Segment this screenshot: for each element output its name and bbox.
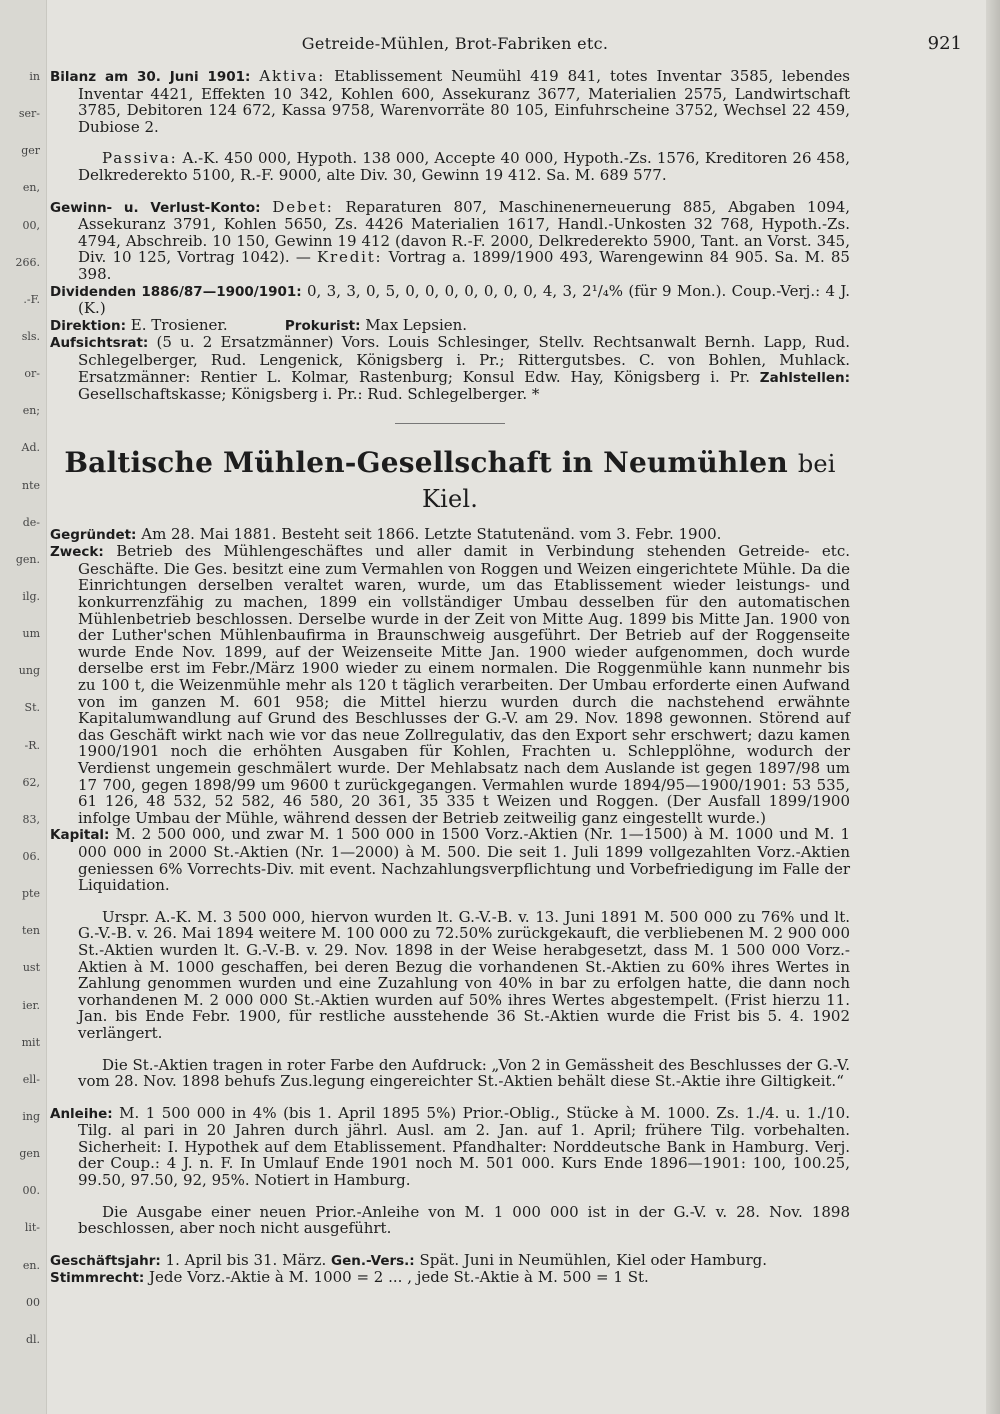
gegruendet-text: Am 28. Mai 1881. Besteht seit 1866. Letzte Statutenänd. vom 3. Febr. 1900. <box>141 524 722 543</box>
bilanz-label: Bilanz am 30. Juni 1901: <box>50 69 251 85</box>
kapital-text: M. 2 500 000, und zwar M. 1 500 000 in 1500 Vorz.-Aktien (Nr. 1—1500) à M. 1000 und M. 1 000 000 in 2000 St.-Aktien (Nr. 1—2000) à M. 500. Die seit 1. Juli 1899 vollgezahlten Vorz.-Aktien geniessen 6% Vorrechts-Div. mit event. Nachzahlungsverpflichtung und Vorbefriedigung im Falle der Liquidation. <box>78 825 850 895</box>
margin-fragment: nte <box>21 479 40 492</box>
prokurist-text: Max Lepsien. <box>365 315 468 334</box>
margin-fragment: 00, <box>22 219 40 232</box>
gewinn-label: Gewinn- u. Verlust-Konto: <box>50 199 261 216</box>
gen-vers-label: Gen.-Vers.: <box>331 1252 415 1269</box>
debet-label: Debet: <box>272 197 334 216</box>
section-divider <box>395 423 505 424</box>
gegruendet-label: Gegründet: <box>50 526 137 543</box>
kredit-text: Vortrag a. 1899/1900 493, Warengewinn 84 905. Sa. M. 85 398. <box>78 248 850 283</box>
bilanz-section <box>50 68 850 135</box>
passiva-text: A.-K. 450 000, Hypoth. 138 000, Accepte 40 000, Hypoth.-Zs. 1576, Kreditoren 26 458, Delkrederekto 5100, R.-F. 9000, alte Div. 30, Gewinn 19 412. Sa. M. 689 577. <box>78 149 850 184</box>
gen-vers-text: Spät. Juni in Neumühlen, Kiel oder Hamburg. <box>419 1250 768 1269</box>
left-margin-fragments <box>0 70 44 1380</box>
passiva-label: Passiva: <box>102 149 178 168</box>
gewinn-section <box>50 199 850 283</box>
margin-fragment: .-F. <box>23 293 40 306</box>
margin-fragment: en, <box>22 181 40 194</box>
margin-fragment: ser- <box>18 107 40 120</box>
margin-fragment: or- <box>24 367 40 380</box>
debet-text: Reparaturen 807, Maschinenerneuerung 885, Abgaben 1094, Assekuranz 3791, Kohlen 5650, Zs. 4426 Materialien 1617, Handl.-Unkosten 32 768, Hypoth.-Zs. 4794, Abschreib. 10 150, Gewinn 19 412 (davon R.-F. 2000, Delkrederekto 5900, Tant. an Vorst. 345, Div. 10 125, Vortrag 1042). — <box>78 197 851 267</box>
aufsichtsrat-text: (5 u. 2 Ersatzmänner) Vors. Louis Schlesinger, Stellv. Rechtsanwalt Bernh. Lapp, Rud. Schlegelberger, Rud. Lengenick, Königsberg i. Pr.; Rittergutsbes. C. von Bohlen, Muhlack. Ersatzmänner: Rentier L. Kolmar, Rastenburg; Konsul Edw. Hay, Königsberg i. Pr. <box>78 333 850 386</box>
margin-fragment: um <box>22 627 40 640</box>
margin-fragment: -R. <box>24 739 40 752</box>
margin-fragment: Ad. <box>21 441 40 454</box>
margin-fragment: pte <box>22 887 40 900</box>
kapital-label: Kapital: <box>50 827 110 844</box>
margin-fragment: dl. <box>25 1333 40 1346</box>
zahlstellen-text: Gesellschaftskasse; Königsberg i. Pr.: Rud. Schlegelberger. * <box>78 385 540 404</box>
kapital-paragraph-3: Die St.-Aktien tragen in roter Farbe den Aufdruck: „Von 2 in Gemässheit des Beschlusses der G.-V. vom 28. Nov. 1898 behufs Zus.legung eingereichter St.-Aktien behält diese St.-Aktie ihre Giltigkeit.“ <box>78 1055 850 1091</box>
anleihe-label: Anleihe: <box>50 1105 113 1122</box>
page-content <box>50 68 850 1287</box>
kapital-paragraph-2: Urspr. A.-K. M. 3 500 000, hiervon wurden lt. G.-V.-B. v. 13. Juni 1891 M. 500 000 zu 76% und lt. G.-V.-B. v. 26. Mai 1894 weitere M. 100 000 zu 72.50% zurückgekauft, die verbliebenen M. 2 900 000 St.-Aktien wurden lt. G.-V.-B. v. 29. Nov. 1898 in der Weise herabgesetzt, dass M. 1 500 000 Vorz.-Aktien à M. 1000 geschaffen, bei deren Bezug die vorhandenen St.-Aktien zu 60% ihres Wertes in Zahlung genommen wurden und eine Zuzahlung von 40% in bar zu erfolgen hatte, die dann noch vorhandenen M. 2 000 000 St.-Aktien wurden auf 50% ihres Wertes abgestempelt. (Frist hierzu 11. Jan. bis Ende Febr. 1900, für restliche ausstehende 36 St.-Aktien wurde die Frist bis 5. 4. 1902 verlängert. <box>78 907 850 1042</box>
margin-fragment: ten <box>21 924 40 937</box>
passiva-paragraph <box>50 150 850 183</box>
stimmrecht-text: Jede Vorz.-Aktie à M. 1000 = 2 ... , jede St.-Aktie à M. 500 = 1 St. <box>149 1268 649 1287</box>
geschaeftsjahr-label: Geschäftsjahr: <box>50 1252 161 1269</box>
margin-fragment: gen <box>19 1147 40 1160</box>
aufsichtsrat-label: Aufsichtsrat: <box>50 335 149 352</box>
aktiva-text: Etablissement Neumühl 419 841, totes Inventar 3585, lebendes Inventar 4421, Effekten 10 342, Kohlen 600, Assekuranz 3677, Materialien 2575, Landwirtschaft 3785, Debitoren 124 672, Kassa 9758, Warenvorräte 80 105, Einfuhrscheine 3752, Wechsel 22 459, Dubiose 2. <box>78 67 850 136</box>
gegruendet-section <box>50 526 850 544</box>
stimmrecht-label: Stimmrecht: <box>50 1270 145 1287</box>
margin-fragment: 06. <box>22 850 40 863</box>
margin-fragment: 83, <box>22 813 40 826</box>
margin-fragment: ell- <box>22 1073 40 1086</box>
margin-fragment: 00 <box>26 1296 40 1309</box>
margin-fragment: sls. <box>21 330 40 343</box>
prokurist-label: Prokurist: <box>284 317 361 334</box>
margin-fragment: ger <box>21 144 40 157</box>
page-number: 921 <box>927 33 962 54</box>
geschaeftsjahr-section <box>50 1252 850 1270</box>
margin-fragment: lit- <box>24 1221 40 1234</box>
margin-fragment: ing <box>22 1110 40 1123</box>
zweck-section <box>50 543 850 826</box>
margin-fragment: de- <box>22 516 40 529</box>
margin-fragment: 62, <box>22 776 40 789</box>
direktion-text: E. Trosiener. <box>130 315 228 334</box>
margin-fragment: ust <box>22 961 40 974</box>
margin-fragment: St. <box>24 701 40 714</box>
company-title-rest: bei Kiel. <box>421 449 836 513</box>
margin-fragment: ilg. <box>22 590 40 603</box>
page-header <box>48 33 962 54</box>
anleihe-section <box>50 1105 850 1189</box>
margin-fragment: gen. <box>15 553 40 566</box>
zweck-text: Betrieb des Mühlengeschäftes und aller damit in Verbindung stehenden Getreide- etc. Geschäfte. Die Ges. besitzt eine zum Vermahlen von Roggen und Weizen eingerichtete Mühle. Da die Einrichtungen derselben veraltet waren, wurde, um das Etablissement wieder leistungs- und konkurrenzfähig zu machen, 1899 ein vollständiger Umbau desselben für den automatischen Mühlenbetrieb beschlossen. Derselbe wurde in der Zeit von Mitte Aug. 1899 bis Mitte Jan. 1900 von der Luther'schen Mühlenbaufirma in Braunschweig ausgeführt. Der Betrieb auf der Roggenseite wurde Ende Nov. 1899, auf der Weizenseite Mitte Jan. 1900 wieder aufgenommen, doch wurde derselbe erst im Febr./März 1900 wieder zu einem normalen. Die Roggenmühle kann nunmehr bis zu 100 t, die Weizenmühle mehr als 120 t täglich verarbeiten. Der Umbau erforderte einen Aufwand von im ganzen M. 601 958; die Mittel hierzu wurden durch die nachstehend erwähnte Kapitalumwandlung auf Grund des Beschlusses der G.-V. am 29. Nov. 1898 gewonnen. Störend auf das Geschäft wirkt nach wie vor das neue Zollregulativ, das den Export sehr erschwert; dazu kamen 1900/1901 noch die erhöhten Ausgaben für Kohlen, Frachten u. Schlepplöhne, wodurch der Verdienst ungemein geschmälert wurde. Der Mehlabsatz nach dem Auslande ist gegen 1897/98 um 17 700, gegen 1898/99 um 9600 t zurückgegangen. Vermahlen wurde 1894/95—1900/1901: 53 535, 61 126, 48 532, 52 582, 46 580, 20 361, 35 335 t Weizen und Roggen. (Der Ausfall 1899/1900 infolge Umbau der Mühle, während dessen der Betrieb zeitweilig ganz eingestellt wurde.) <box>78 542 850 827</box>
dividenden-section <box>50 283 850 317</box>
running-title: Getreide-Mühlen, Brot-Fabriken etc. <box>301 34 609 53</box>
aufsichtsrat-section <box>50 334 850 402</box>
margin-fragment: mit <box>21 1036 40 1049</box>
anleihe-text: M. 1 500 000 in 4% (bis 1. April 1895 5%) Prior.-Oblig., Stücke à M. 1000. Zs. 1./4. u. 1./10. Tilg. al pari in 20 Jahren durch jährl. Ausl. am 2. Jan. auf 1. April; frühere Tilg. vorbehalten. Sicherheit: I. Hypothek auf dem Etablissement. Pfandhalter: Norddeutsche Bank in Hamburg. Verj. der Coup.: 4 J. n. F. In Umlauf Ende 1901 noch M. 501 000. Kurs Ende 1896—1901: 100, 100.25, 99.50, 97.50, 92, 95%. Notiert in Hamburg. <box>78 1103 850 1190</box>
margin-fragment: 266. <box>15 256 40 269</box>
dividenden-text: 0, 3, 3, 0, 5, 0, 0, 0, 0, 0, 0, 0, 4, 3, 2¹/₄% (für 9 Mon.). Coup.-Verj.: 4 J. (K.) <box>78 281 850 318</box>
margin-fragment: ier. <box>22 999 40 1012</box>
margin-fragment: in <box>29 70 40 83</box>
direktion-label: Direktion: <box>50 317 126 334</box>
page-edge-right <box>986 0 1000 1414</box>
margin-fragment: 00. <box>22 1184 40 1197</box>
kredit-label: Kredit: <box>317 248 383 267</box>
company-title-main: Baltische Mühlen-Gesellschaft in Neumühlen <box>64 445 788 479</box>
margin-fragment: ung <box>18 664 40 677</box>
geschaeftsjahr-text: 1. April bis 31. März. <box>165 1250 327 1269</box>
aktiva-label: Aktiva: <box>259 67 326 85</box>
company-title <box>50 446 850 516</box>
margin-fragment: en; <box>22 404 40 417</box>
kapital-section <box>50 826 850 893</box>
dividenden-label: Dividenden 1886/87—1900/1901: <box>50 283 302 300</box>
zahlstellen-label: Zahlstellen: <box>759 369 850 386</box>
margin-fragment: en. <box>22 1259 40 1272</box>
stimmrecht-section <box>50 1269 850 1287</box>
zweck-label: Zweck: <box>50 544 104 561</box>
anleihe-paragraph-2: Die Ausgabe einer neuen Prior.-Anleihe von M. 1 000 000 ist in der G.-V. v. 28. Nov. 1898 beschlossen, aber noch nicht ausgeführt. <box>78 1202 850 1238</box>
direktion-section <box>50 317 850 335</box>
